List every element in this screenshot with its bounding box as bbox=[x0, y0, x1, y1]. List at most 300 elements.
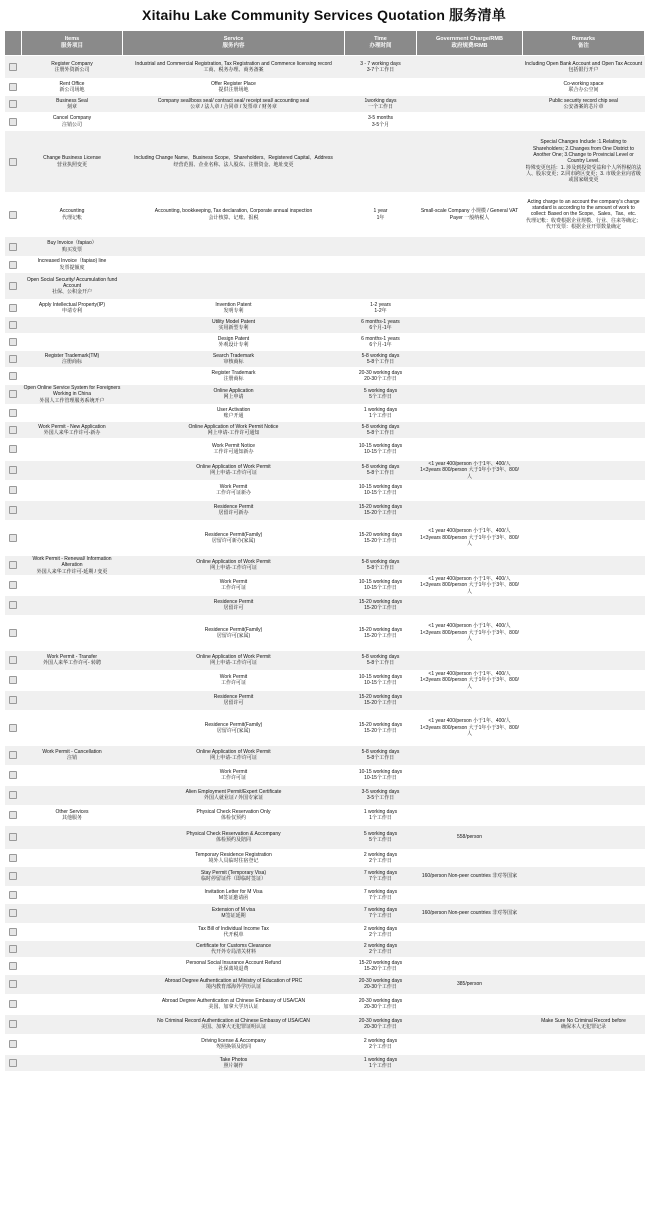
row-checkbox[interactable] bbox=[9, 771, 17, 779]
remarks-cell bbox=[523, 923, 645, 940]
service-en: Invention Patent bbox=[215, 301, 252, 308]
row-checkbox-cell bbox=[5, 193, 22, 237]
time-zh: 7个工作日 bbox=[369, 913, 392, 920]
remark-zh: 包括银行开户 bbox=[568, 67, 599, 73]
service-cell bbox=[123, 805, 345, 825]
service-zh: 工作许可通知新办 bbox=[213, 449, 254, 456]
gov-charge-cell bbox=[417, 56, 523, 79]
row-checkbox[interactable] bbox=[9, 466, 17, 474]
service-cell bbox=[123, 974, 345, 994]
item-cell bbox=[22, 940, 123, 957]
service-en: Driving license & Accompany bbox=[201, 1038, 266, 1045]
row-checkbox[interactable] bbox=[9, 304, 17, 312]
gov-charge-cell bbox=[417, 404, 523, 421]
item-cell bbox=[22, 825, 123, 849]
gov-charge-cell bbox=[417, 520, 523, 555]
time-cell bbox=[345, 1054, 417, 1071]
gov-charge: <1 year 400/person 小于1年、400/人 1<3years 800/person 大于1年小于3年、800/人 bbox=[420, 528, 519, 548]
service-cell bbox=[123, 555, 345, 575]
item-cell bbox=[22, 1034, 123, 1054]
row-checkbox-cell bbox=[5, 520, 22, 555]
remarks-cell bbox=[523, 334, 645, 351]
table-row bbox=[5, 710, 645, 745]
remarks-cell bbox=[523, 385, 645, 405]
table-row bbox=[5, 500, 645, 520]
row-checkbox-cell bbox=[5, 404, 22, 421]
row-checkbox[interactable] bbox=[9, 409, 17, 417]
time-en: 10-15 working days bbox=[358, 674, 403, 681]
remarks-cell bbox=[523, 1054, 645, 1071]
service-en: Residence Permit bbox=[213, 504, 254, 511]
table-row bbox=[5, 368, 645, 385]
gov-charge-cell bbox=[417, 974, 523, 994]
row-checkbox[interactable] bbox=[9, 372, 17, 380]
row-checkbox-cell bbox=[5, 994, 22, 1014]
time-cell bbox=[345, 745, 417, 765]
item-en: Rent Office bbox=[59, 80, 85, 87]
gov-charge-cell bbox=[417, 460, 523, 480]
table-row bbox=[5, 555, 645, 575]
table-row bbox=[5, 1014, 645, 1034]
table-row bbox=[5, 615, 645, 650]
time-en: 15-20 working days bbox=[358, 531, 403, 538]
service-cell bbox=[123, 765, 345, 785]
service-zh: 临时停留证件（即临时签证） bbox=[200, 876, 266, 883]
remark-zh: 代理记帐：收费根据企业规模、行业、往来等确定；代开发票：根据企业开票数量确定 bbox=[525, 217, 641, 230]
item-cell bbox=[22, 385, 123, 405]
row-checkbox[interactable] bbox=[9, 962, 17, 970]
item-en: Buy Invoice（fapiao） bbox=[47, 240, 97, 247]
service-zh: M签证延期 bbox=[221, 913, 246, 920]
time-en: 7 working days bbox=[363, 888, 398, 895]
row-checkbox[interactable] bbox=[9, 390, 17, 398]
time-zh: 15-20个工作日 bbox=[364, 700, 397, 707]
service-zh: 网上申请 bbox=[223, 394, 244, 401]
row-checkbox[interactable] bbox=[9, 118, 17, 126]
item-en: Open Online Service System for Foreigners Working in China bbox=[23, 385, 121, 398]
row-checkbox[interactable] bbox=[9, 909, 17, 917]
row-checkbox-cell bbox=[5, 710, 22, 745]
remarks-cell bbox=[523, 690, 645, 710]
table-row bbox=[5, 825, 645, 849]
table-row bbox=[5, 421, 645, 438]
service-en: Abroad Degree Authentication at Chinese Embassy of USA/CAN bbox=[161, 998, 306, 1005]
time-cell bbox=[345, 1034, 417, 1054]
item-zh: 外国人工作管理服务系统开户 bbox=[39, 397, 105, 404]
item-cell bbox=[22, 866, 123, 886]
gov-charge-cell bbox=[417, 903, 523, 923]
service-en: Invitation Letter for M Visa bbox=[204, 888, 263, 895]
row-checkbox[interactable] bbox=[9, 1059, 17, 1067]
row-checkbox[interactable] bbox=[9, 581, 17, 589]
remark-zh: 特殊变更包括：1. 涉及到投资受益和个人所得税的法人、股东变更；2.同市跨区变更；3. 市级企业向省级或国家级变更 bbox=[525, 164, 642, 184]
table-row bbox=[5, 334, 645, 351]
service-zh: 网上申请-工作许可通知 bbox=[207, 429, 260, 436]
gov-charge: 385/person bbox=[456, 981, 483, 988]
gov-charge: 160/person Non-peer countries 非对等国家 bbox=[421, 910, 518, 917]
gov-charge-cell bbox=[417, 650, 523, 670]
service-zh: 公章 / 法人章 / 合同章 / 发票章 / 财务章 bbox=[190, 104, 277, 110]
row-checkbox[interactable] bbox=[9, 355, 17, 363]
row-checkbox[interactable] bbox=[9, 854, 17, 862]
row-checkbox-cell bbox=[5, 595, 22, 615]
service-en: Work Permit bbox=[219, 674, 248, 681]
row-checkbox[interactable] bbox=[9, 158, 17, 166]
header-service: Service 服务内容 bbox=[123, 31, 345, 56]
row-checkbox[interactable] bbox=[9, 338, 17, 346]
row-checkbox[interactable] bbox=[9, 696, 17, 704]
row-checkbox-cell bbox=[5, 113, 22, 131]
service-zh: 代开外专局清关材料 bbox=[210, 948, 256, 955]
time-zh: 1个工作日 bbox=[369, 1062, 392, 1069]
service-zh: 会计核算、记账、报税 bbox=[208, 214, 259, 221]
time-zh: 3-7个工作日 bbox=[366, 67, 395, 73]
remarks-cell bbox=[523, 825, 645, 849]
row-checkbox-cell bbox=[5, 886, 22, 903]
row-checkbox[interactable] bbox=[9, 891, 17, 899]
item-cell bbox=[22, 765, 123, 785]
item-zh: 营业执照变更 bbox=[56, 161, 87, 168]
time-en: 1 working days bbox=[363, 809, 398, 816]
service-en: Utility Model Patent bbox=[211, 318, 256, 325]
service-en: Extension of M visa bbox=[211, 907, 256, 914]
gov-charge-cell bbox=[417, 575, 523, 595]
time-cell bbox=[345, 96, 417, 113]
time-cell bbox=[345, 438, 417, 460]
row-checkbox[interactable] bbox=[9, 791, 17, 799]
service-zh: 居留许可 bbox=[223, 700, 244, 707]
item-cell bbox=[22, 131, 123, 193]
gov-charge-cell bbox=[417, 193, 523, 237]
remarks-cell bbox=[523, 670, 645, 690]
remarks-cell bbox=[523, 849, 645, 866]
service-cell bbox=[123, 825, 345, 849]
service-cell bbox=[123, 595, 345, 615]
gov-charge-cell bbox=[417, 923, 523, 940]
row-checkbox-cell bbox=[5, 940, 22, 957]
time-cell bbox=[345, 670, 417, 690]
gov-charge-cell bbox=[417, 1054, 523, 1071]
row-checkbox-cell bbox=[5, 131, 22, 193]
service-en: Abroad Degree Authentication at Ministry of Education of PRC bbox=[164, 978, 303, 985]
service-en: Physical Check Reservation & Accompany bbox=[186, 831, 281, 838]
time-cell bbox=[345, 500, 417, 520]
gov-charge: <1 year 400/person 小于1年、400/人 1<3years 800/person 大于1年小于3年、800/人 bbox=[420, 575, 519, 595]
service-zh: 美国、加拿大学历认证 bbox=[208, 1004, 259, 1011]
remarks-cell bbox=[523, 500, 645, 520]
service-cell bbox=[123, 575, 345, 595]
header-time: Time 办理时间 bbox=[345, 31, 417, 56]
item-zh: 外国人来华工作许可- 转聘 bbox=[42, 660, 102, 667]
row-checkbox-cell bbox=[5, 785, 22, 805]
time-en: 15-20 working days bbox=[358, 626, 403, 633]
table-row bbox=[5, 460, 645, 480]
row-checkbox[interactable] bbox=[9, 445, 17, 453]
time-cell bbox=[345, 317, 417, 334]
service-cell bbox=[123, 690, 345, 710]
service-en: Search Trademark bbox=[212, 352, 255, 359]
service-zh: 审核商标 bbox=[223, 359, 244, 365]
item-cell bbox=[22, 595, 123, 615]
row-checkbox[interactable] bbox=[9, 724, 17, 732]
table-row bbox=[5, 595, 645, 615]
service-cell bbox=[123, 79, 345, 96]
service-cell bbox=[123, 273, 345, 300]
item-cell bbox=[22, 79, 123, 96]
gov-charge-cell bbox=[417, 615, 523, 650]
row-checkbox-cell bbox=[5, 903, 22, 923]
remarks-cell bbox=[523, 300, 645, 317]
row-checkbox[interactable] bbox=[9, 282, 17, 290]
table-row bbox=[5, 974, 645, 994]
table-row bbox=[5, 438, 645, 460]
item-zh: 外国人来华工作许可-延期 / 变更 bbox=[36, 568, 108, 575]
row-checkbox[interactable] bbox=[9, 1020, 17, 1028]
item-cell bbox=[22, 923, 123, 940]
table-row bbox=[5, 131, 645, 193]
service-cell bbox=[123, 421, 345, 438]
item-cell bbox=[22, 257, 123, 273]
time-zh: 5-8个工作日 bbox=[366, 429, 395, 436]
service-zh: 居留许可(家属) bbox=[216, 727, 251, 734]
service-cell bbox=[123, 131, 345, 193]
time-cell bbox=[345, 131, 417, 193]
time-en: 5-8 working days bbox=[361, 654, 400, 661]
time-cell bbox=[345, 421, 417, 438]
remarks-cell bbox=[523, 765, 645, 785]
row-checkbox[interactable] bbox=[9, 629, 17, 637]
row-checkbox[interactable] bbox=[9, 872, 17, 880]
service-cell bbox=[123, 257, 345, 273]
time-zh: 7个工作日 bbox=[369, 876, 392, 883]
row-checkbox[interactable] bbox=[9, 980, 17, 988]
time-zh: 5-8个工作日 bbox=[366, 660, 395, 667]
row-checkbox[interactable] bbox=[9, 426, 17, 434]
row-checkbox[interactable] bbox=[9, 261, 17, 269]
service-cell bbox=[123, 351, 345, 368]
remarks-cell bbox=[523, 273, 645, 300]
remarks-cell bbox=[523, 404, 645, 421]
gov-charge: Small-scale Company 小规模 / General VAT Payer 一般纳税人 bbox=[420, 208, 519, 221]
service-zh: 居留许可 bbox=[223, 605, 244, 612]
remarks-cell bbox=[523, 940, 645, 957]
gov-charge-cell bbox=[417, 745, 523, 765]
row-checkbox[interactable] bbox=[9, 833, 17, 841]
time-zh: 15-20个工作日 bbox=[364, 965, 397, 972]
service-zh: 工商、税务办理、商务备案 bbox=[203, 67, 264, 73]
row-checkbox[interactable] bbox=[9, 561, 17, 569]
remarks-cell bbox=[523, 480, 645, 500]
remarks-cell bbox=[523, 710, 645, 745]
row-checkbox[interactable] bbox=[9, 321, 17, 329]
item-en: Work Permit - New Application bbox=[38, 423, 106, 430]
row-checkbox[interactable] bbox=[9, 656, 17, 664]
item-en: Change Business License bbox=[43, 155, 101, 162]
row-checkbox[interactable] bbox=[9, 243, 17, 251]
row-checkbox[interactable] bbox=[9, 601, 17, 609]
table-row bbox=[5, 300, 645, 317]
item-cell bbox=[22, 500, 123, 520]
service-zh: 网上申请-工作许可证 bbox=[210, 470, 257, 477]
remarks-cell bbox=[523, 805, 645, 825]
service-cell bbox=[123, 994, 345, 1014]
time-en: 15-20 working days bbox=[358, 694, 403, 701]
gov-charge-cell bbox=[417, 849, 523, 866]
service-en: Residence Permit(Family) bbox=[204, 626, 263, 633]
service-en: Online Application bbox=[213, 388, 254, 395]
item-zh: 新公司场地 bbox=[59, 87, 85, 93]
row-checkbox[interactable] bbox=[9, 211, 17, 219]
service-zh: 网上申请-工作许可证 bbox=[210, 755, 257, 762]
service-en: Including Change Name、Business Scope、Shareholders、Registered Capital、Address bbox=[134, 155, 333, 162]
table-row bbox=[5, 866, 645, 886]
time-en: 1 working days bbox=[363, 1056, 398, 1063]
gov-charge-cell bbox=[417, 79, 523, 96]
service-cell bbox=[123, 1054, 345, 1071]
time-en: 3 - 7 working days bbox=[360, 60, 401, 67]
time-zh: 15-20个工作日 bbox=[364, 727, 397, 734]
service-en: Work Permit bbox=[219, 579, 248, 586]
time-cell bbox=[345, 994, 417, 1014]
row-checkbox[interactable] bbox=[9, 945, 17, 953]
time-en: 15-20 working days bbox=[358, 959, 403, 966]
table-row bbox=[5, 56, 645, 79]
time-cell bbox=[345, 257, 417, 273]
row-checkbox[interactable] bbox=[9, 1040, 17, 1048]
time-zh: 2个工作日 bbox=[369, 948, 392, 955]
item-en: Open Social Security/ Accumulation fund Account bbox=[26, 276, 118, 289]
service-zh: 居留许可(家属) bbox=[216, 632, 251, 639]
item-en: Work Permit - Cancellation bbox=[42, 749, 102, 756]
service-zh: 工作许可证 bbox=[220, 585, 246, 592]
time-cell bbox=[345, 785, 417, 805]
table-row bbox=[5, 903, 645, 923]
table-row bbox=[5, 237, 645, 257]
service-zh: 体检仅预约 bbox=[220, 815, 246, 822]
row-checkbox-cell bbox=[5, 480, 22, 500]
time-en: 1working days bbox=[364, 97, 397, 104]
row-checkbox-cell bbox=[5, 421, 22, 438]
item-zh: 发票提额度 bbox=[59, 264, 85, 271]
service-cell bbox=[123, 957, 345, 974]
time-zh: 一个工作日 bbox=[367, 104, 393, 110]
remarks-cell bbox=[523, 520, 645, 555]
row-checkbox-cell bbox=[5, 1054, 22, 1071]
service-zh: 境内教育部海外学历认证 bbox=[205, 984, 261, 991]
service-cell bbox=[123, 193, 345, 237]
service-zh: 网上申请-工作许可证 bbox=[210, 565, 257, 572]
row-checkbox[interactable] bbox=[9, 751, 17, 759]
service-en: Online Application of Work Permit bbox=[196, 654, 271, 661]
time-en: 1 working days bbox=[363, 406, 398, 413]
row-checkbox[interactable] bbox=[9, 83, 17, 91]
time-en: 10-15 working days bbox=[358, 579, 403, 586]
row-checkbox-cell bbox=[5, 923, 22, 940]
service-en: No Criminal Record Authentication at Chinese Embassy of USA/CAN bbox=[157, 1018, 310, 1025]
table-row bbox=[5, 317, 645, 334]
row-checkbox[interactable] bbox=[9, 100, 17, 108]
item-cell bbox=[22, 273, 123, 300]
gov-charge-cell bbox=[417, 131, 523, 193]
row-checkbox-cell bbox=[5, 317, 22, 334]
service-en: Industrial and Commercial Registration, Tax Registration and Commerce licensing record bbox=[135, 60, 332, 67]
item-cell bbox=[22, 113, 123, 131]
time-cell bbox=[345, 710, 417, 745]
row-checkbox[interactable] bbox=[9, 63, 17, 71]
item-zh: 代理记帐 bbox=[61, 214, 82, 221]
service-en: Online Application of Work Permit Notice bbox=[188, 423, 279, 430]
row-checkbox[interactable] bbox=[9, 676, 17, 684]
service-zh: 注册商标 bbox=[223, 376, 244, 382]
service-zh: 居留许可新办(家属) bbox=[211, 537, 256, 544]
row-checkbox[interactable] bbox=[9, 534, 17, 542]
gov-charge-cell bbox=[417, 438, 523, 460]
remarks-cell bbox=[523, 745, 645, 765]
service-cell bbox=[123, 940, 345, 957]
table-row bbox=[5, 257, 645, 273]
gov-charge-cell bbox=[417, 886, 523, 903]
table-row bbox=[5, 480, 645, 500]
item-en: Work Permit - Renewal/ Information Alteration bbox=[32, 555, 112, 569]
item-en: Accounting bbox=[59, 208, 85, 215]
remarks-cell bbox=[523, 131, 645, 193]
time-en: 5-8 working days bbox=[361, 464, 400, 471]
gov-charge-cell bbox=[417, 421, 523, 438]
service-cell bbox=[123, 480, 345, 500]
service-cell bbox=[123, 923, 345, 940]
service-cell bbox=[123, 866, 345, 886]
time-cell bbox=[345, 940, 417, 957]
time-zh: 2个工作日 bbox=[369, 931, 392, 938]
service-cell bbox=[123, 886, 345, 903]
time-cell bbox=[345, 595, 417, 615]
row-checkbox-cell bbox=[5, 555, 22, 575]
row-checkbox[interactable] bbox=[9, 506, 17, 514]
remarks-cell bbox=[523, 421, 645, 438]
row-checkbox[interactable] bbox=[9, 486, 17, 494]
item-cell bbox=[22, 575, 123, 595]
item-cell bbox=[22, 650, 123, 670]
service-cell bbox=[123, 849, 345, 866]
remarks-cell bbox=[523, 113, 645, 131]
item-cell bbox=[22, 404, 123, 421]
time-cell bbox=[345, 615, 417, 650]
time-en: 2 working days bbox=[363, 1038, 398, 1045]
time-zh: 10-15个工作日 bbox=[364, 490, 397, 497]
row-checkbox[interactable] bbox=[9, 928, 17, 936]
remarks-cell bbox=[523, 886, 645, 903]
time-cell bbox=[345, 690, 417, 710]
item-cell bbox=[22, 438, 123, 460]
service-zh: 经营范围、企业名称、法人股东、注册资金、地址变更 bbox=[173, 161, 294, 168]
time-zh: 5-8个工作日 bbox=[366, 755, 395, 762]
remarks-cell bbox=[523, 1014, 645, 1034]
remarks-cell bbox=[523, 785, 645, 805]
row-checkbox[interactable] bbox=[9, 811, 17, 819]
time-en: 6 months-1 years bbox=[361, 335, 400, 342]
service-zh: 提供注册场地 bbox=[218, 87, 249, 93]
time-zh: 10-15个工作日 bbox=[364, 585, 397, 592]
table-row bbox=[5, 79, 645, 96]
header-gov-charge: Government Charge/RMB 政府规费/RMB bbox=[417, 31, 523, 56]
row-checkbox-cell bbox=[5, 690, 22, 710]
service-cell bbox=[123, 615, 345, 650]
item-cell bbox=[22, 317, 123, 334]
row-checkbox-cell bbox=[5, 1014, 22, 1034]
row-checkbox[interactable] bbox=[9, 1000, 17, 1008]
time-cell bbox=[345, 56, 417, 79]
remarks-cell bbox=[523, 595, 645, 615]
